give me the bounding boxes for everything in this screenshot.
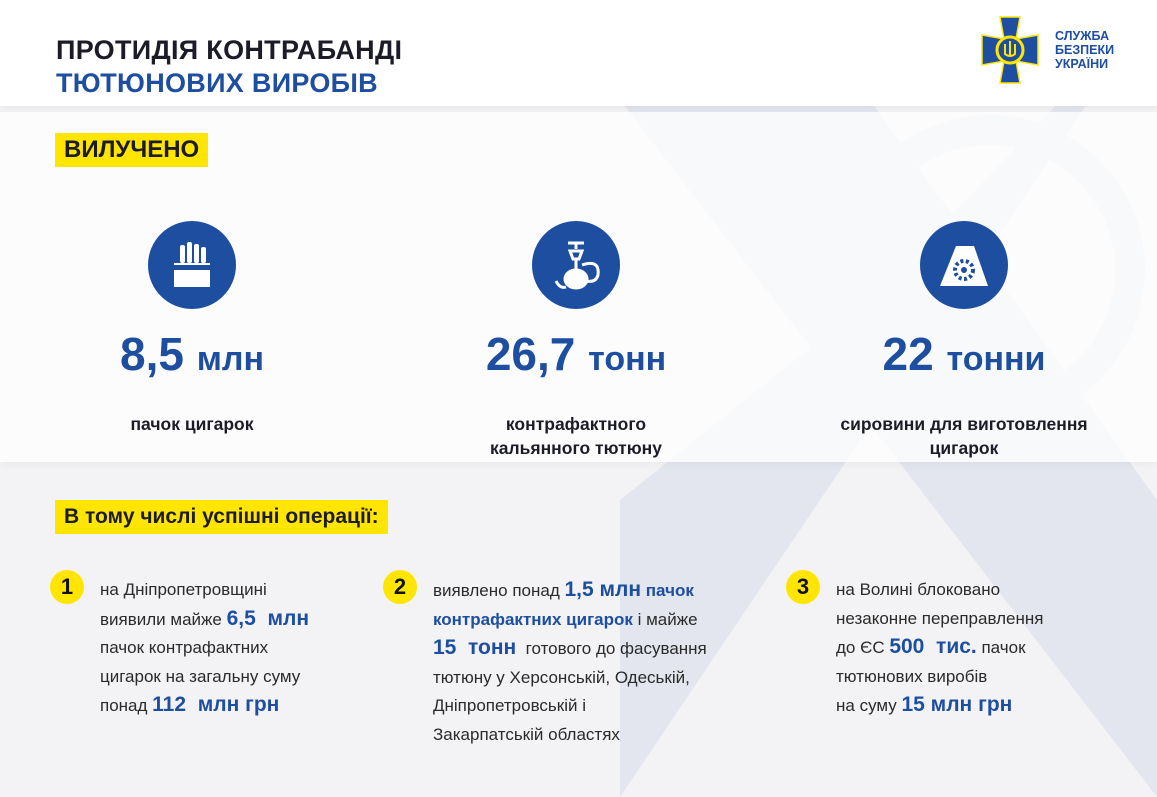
text-line	[100, 605, 309, 635]
text-line	[100, 691, 309, 721]
text-segment: і майже	[632, 609, 698, 629]
text-segment: на Волині блоковано	[836, 580, 1001, 599]
highlight-value: пачок	[641, 581, 694, 600]
highlight-value: 500 тис.	[889, 635, 977, 658]
seized-label: ВИЛУЧЕНО	[55, 133, 208, 167]
text-line	[433, 692, 707, 721]
text-segment: Дніпропетровській і	[433, 696, 586, 715]
highlight-value: 15 млн грн	[901, 693, 1013, 716]
stat-caption	[386, 412, 766, 460]
stat-unit: тонн	[588, 340, 667, 378]
stat-caption	[774, 412, 1154, 460]
cigarette-pack-icon	[148, 221, 236, 309]
text-segment: понад	[100, 696, 153, 715]
highlight-value: 1,5 млн	[564, 578, 642, 601]
stat-cigarettes	[2, 221, 382, 436]
text-segment: пачок	[976, 638, 1026, 657]
operation-number-badge: 1	[50, 570, 84, 604]
text-segment: тютюнових виробів	[836, 666, 988, 686]
highlight-value: 112 млн грн	[152, 693, 280, 716]
stat-hookah-tobacco	[386, 221, 766, 460]
text-segment: пачок контрафактних	[100, 638, 269, 657]
text-line	[836, 576, 1043, 605]
text-line	[100, 663, 309, 692]
text-segment: Закарпатській областях	[433, 724, 620, 744]
logo-line: СЛУЖБА	[1055, 29, 1110, 43]
logo-text	[1055, 29, 1114, 71]
text-line	[836, 633, 1043, 663]
stat-raw-materials	[774, 221, 1154, 460]
text-line	[836, 605, 1043, 634]
operation-number-badge: 2	[383, 570, 417, 604]
caption-line: пачок цигарок	[130, 414, 254, 434]
text-line	[433, 606, 707, 635]
sbu-logo	[975, 15, 1114, 85]
text-segment: незаконне переправлення	[836, 608, 1044, 628]
stat-value	[386, 327, 766, 386]
operation-number-badge: 3	[786, 570, 820, 604]
title-line-1: ПРОТИДІЯ КОНТРАБАНДІ	[56, 35, 403, 65]
stat-number: 26,7	[485, 328, 576, 380]
title-line-2: ТЮТЮНОВИХ ВИРОБІВ	[56, 68, 378, 98]
text-line	[836, 691, 1043, 721]
text-line	[100, 634, 309, 663]
stat-unit: тонни	[946, 340, 1046, 378]
text-line	[433, 576, 707, 606]
highlight-value: 15 тонн	[433, 636, 517, 659]
highlight-value: контрафактних цигарок	[433, 609, 633, 629]
stat-unit: млн	[196, 340, 265, 378]
caption-line: цигарок	[929, 438, 999, 458]
stat-number: 22	[882, 328, 934, 380]
logo-line: БЕЗПЕКИ	[1055, 43, 1115, 57]
operation-text	[836, 576, 1043, 721]
logo-line: УКРАЇНИ	[1055, 57, 1109, 71]
text-line	[433, 664, 707, 693]
text-segment: готового до фасування	[516, 639, 707, 658]
operations-label: В тому числі успішні операції:	[55, 500, 388, 534]
text-segment: тютюну у Херсонській, Одеській,	[433, 667, 690, 687]
page-title	[56, 34, 402, 100]
operation-text	[100, 576, 309, 721]
caption-line: контрафактного	[505, 414, 647, 434]
raw-material-gear-icon	[920, 221, 1008, 309]
text-line	[100, 576, 309, 605]
header	[0, 0, 1157, 106]
text-segment: виявили майже	[100, 609, 227, 629]
text-segment: до ЄС	[836, 638, 890, 657]
stat-value	[2, 327, 382, 386]
text-segment: на суму	[836, 696, 902, 715]
text-segment: на Дніпропетровщині	[100, 580, 267, 599]
caption-line: сировини для виготовлення	[840, 414, 1088, 434]
stat-number: 8,5	[119, 328, 184, 380]
text-line	[433, 634, 707, 664]
text-segment: виявлено понад	[433, 581, 565, 600]
caption-line: кальянного тютюну	[490, 438, 662, 458]
highlight-value: 6,5 млн	[226, 606, 310, 630]
operation-text	[433, 576, 707, 749]
hookah-icon	[532, 221, 620, 309]
text-line	[433, 721, 707, 750]
stat-value	[774, 327, 1154, 386]
text-line	[836, 663, 1043, 692]
sbu-cross-emblem-icon	[975, 15, 1045, 85]
text-segment: цигарок на загальну суму	[100, 666, 301, 686]
stat-caption	[2, 412, 382, 436]
